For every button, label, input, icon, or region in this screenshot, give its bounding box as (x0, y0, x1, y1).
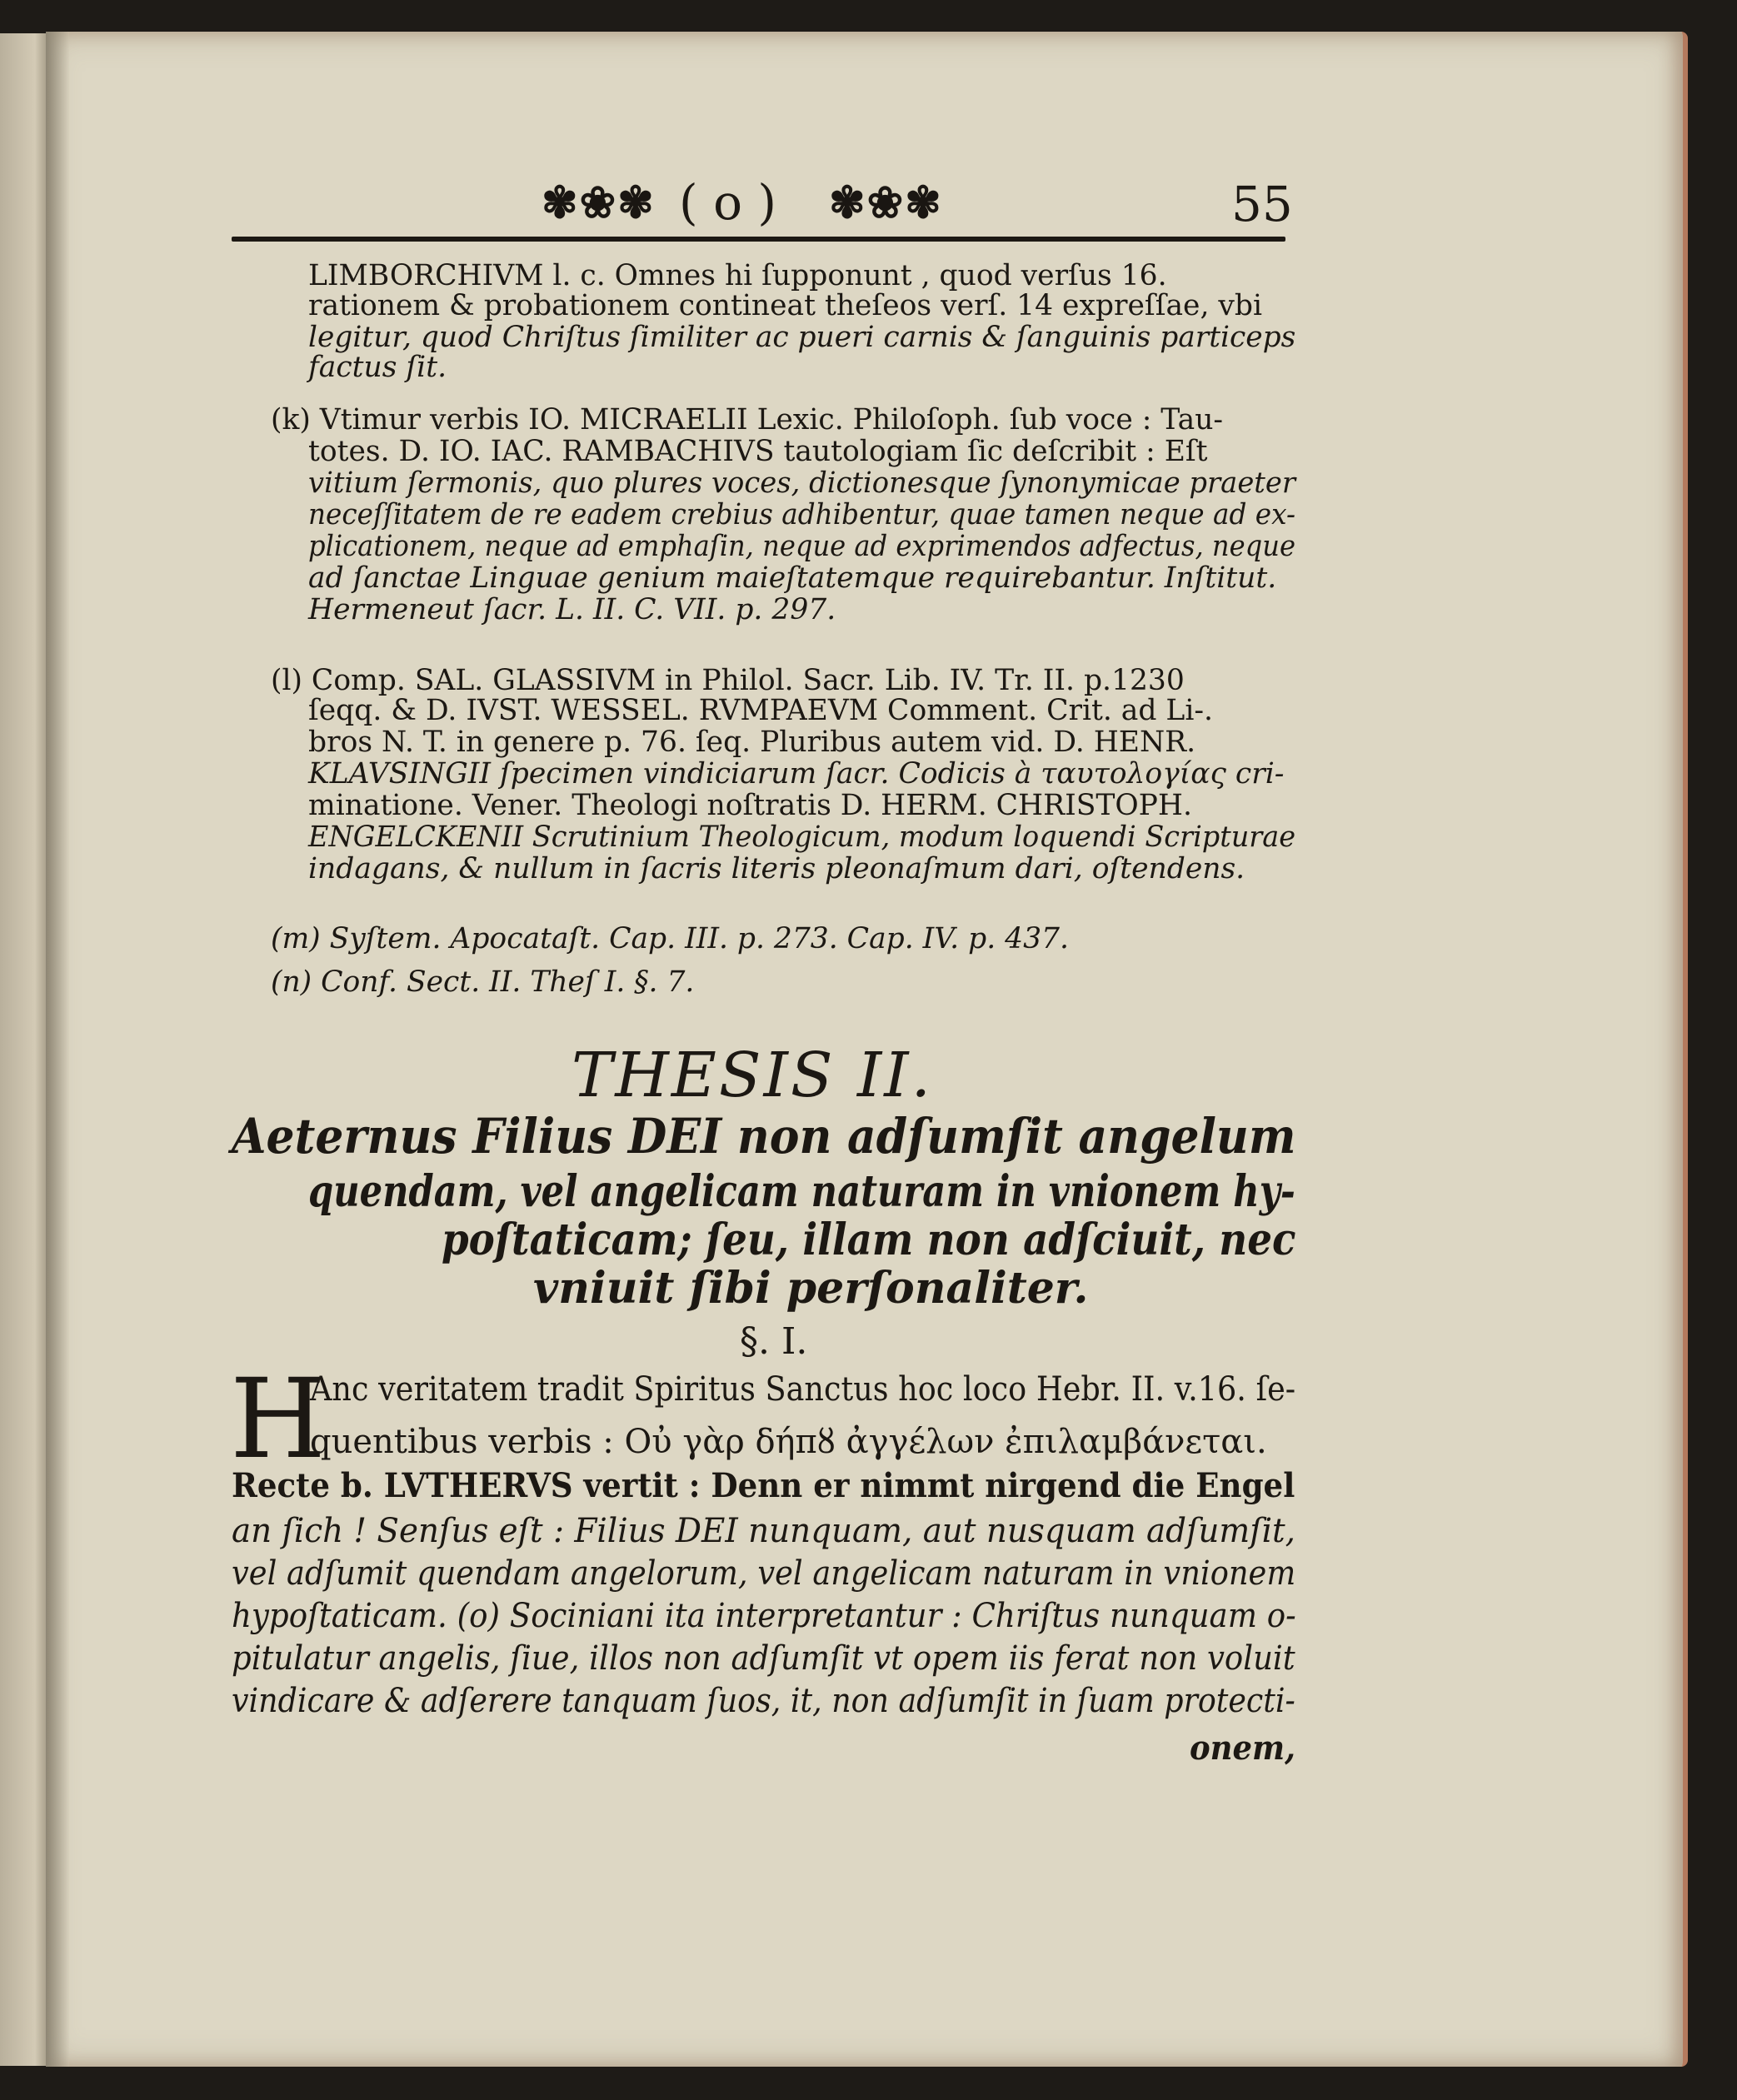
body-line: vel adſumit quendam angelorum, vel angelicam naturam in vnionem (232, 1554, 1296, 1593)
previous-page-edge (0, 33, 50, 2066)
catchword: onem, (1190, 1728, 1296, 1768)
body-line: hypoſtaticam. (o) Sociniani ita interpretantur : Chriſtus nunquam o- (232, 1597, 1296, 1635)
footnote-line: (k) Vtimur verbis IO. MICRAELII Lexic. Philoſoph. ſub voce : Tau- (271, 403, 1224, 436)
footnote-line: legitur, quod Chriſtus ſimiliter ac pueri carnis & ſanguinis particeps (308, 321, 1296, 354)
footnote-line: (l) Comp. SAL. GLASSIVM in Philol. Sacr. Lib. IV. Tr. II. p.1230 (271, 664, 1185, 697)
body-line: an ſich ! Senſus eſt : Filius DEI nunquam, aut nusquam adſumſit, (232, 1512, 1295, 1550)
page-number: 55 (1231, 176, 1293, 232)
header-rule (232, 237, 1285, 242)
footnote-line: ad ſanctae Linguae genium maieſtatemque requirebantur. Inſtitut. (308, 561, 1277, 595)
footnote-line: ENGELCKENII Scrutinium Theologicum, modum loquendi Scripturae (308, 821, 1296, 854)
header-signature: ( o ) (679, 174, 777, 231)
footnote-m: (m) Syſtem. Apocataſt. Cap. III. p. 273. Cap. IV. p. 437. (271, 922, 1069, 955)
thesis-line: quendam, vel angelicam naturam in vnionem hy- (308, 1166, 1295, 1217)
section-mark: §. I. (740, 1320, 808, 1363)
running-header (233, 171, 1293, 237)
footnote-line: bros N. T. in genere p. 76. ſeq. Pluribus autem vid. D. HENR. (308, 726, 1196, 759)
body-line: Anc veritatem tradit Spiritus Sanctus hoc loco Hebr. II. v.16. ſe- (310, 1370, 1296, 1409)
header-ornament-right: ✾❀✾ (829, 177, 943, 228)
thesis-line: vniuit ſibi perſonaliter. (533, 1263, 1089, 1314)
body-line: pitulatur angelis, ſiue, illos non adſumſit vt opem iis ferat non voluit (232, 1639, 1295, 1678)
footnote-line: totes. D. IO. IAC. RAMBACHIVS tautologiam ſic deſcribit : Eſt (308, 435, 1208, 468)
footnote-line: plicationem, neque ad emphaſin, neque ad exprimendos adfectus, neque (308, 530, 1295, 563)
footnote-line: factus ſit. (308, 351, 447, 384)
footnote-line: ſeqq. & D. IVST. WESSEL. RVMPAEVM Comment. Crit. ad Li-. (308, 694, 1213, 727)
body-line: vindicare & adſerere tanquam ſuos, it, non adſumſit in ſuam protecti- (232, 1682, 1295, 1720)
footnote-line: minatione. Vener. Theologi noſtratis D. HERM. CHRISTOPH. (308, 789, 1192, 822)
footnote-line: rationem & probationem contineat theſeos verſ. 14 expreſſae, vbi (308, 289, 1262, 322)
page-gutter-shadow (46, 32, 69, 2067)
thesis-line: Aeternus Filius DEI non adſumſit angelum (232, 1108, 1296, 1165)
footnote-line: LIMBORCHIVM l. c. Omnes hi ſupponunt , quod verſus 16. (308, 259, 1167, 292)
footnote-line: neceſſitatem de re eadem crebius adhibentur, quae tamen neque ad ex- (308, 498, 1296, 531)
footnote-line: KLAVSINGII ſpecimen vindiciarum ſacr. Codicis à ταυτολογίας cri- (308, 757, 1285, 791)
thesis-title: THESIS II. (572, 1040, 934, 1111)
header-ornament-left: ✾❀✾ (542, 177, 656, 228)
drop-capital: H (230, 1355, 327, 1484)
body-line: Recte b. LVTHERVS vertit : Denn er nimmt nirgend die Engel (232, 1466, 1295, 1505)
body-line: quentibus verbis : Οὐ γὰρ δήπȣ ἀγγέλων ἐπιλαμβάνεται. (310, 1423, 1267, 1461)
footnote-line: vitium ſermonis, quo plures voces, dictionesque ſynonymicae praeter (308, 466, 1296, 500)
footnote-line: Hermeneut ſacr. L. II. C. VII. p. 297. (308, 593, 836, 626)
footnote-n: (n) Conf. Sect. II. Theſ I. §. 7. (271, 965, 695, 999)
thesis-line: poſtaticam; ſeu, illam non adſciuit, nec (442, 1215, 1296, 1265)
footnote-line: indagans, & nullum in ſacris literis pleonaſmum dari, oſtendens. (308, 852, 1245, 885)
